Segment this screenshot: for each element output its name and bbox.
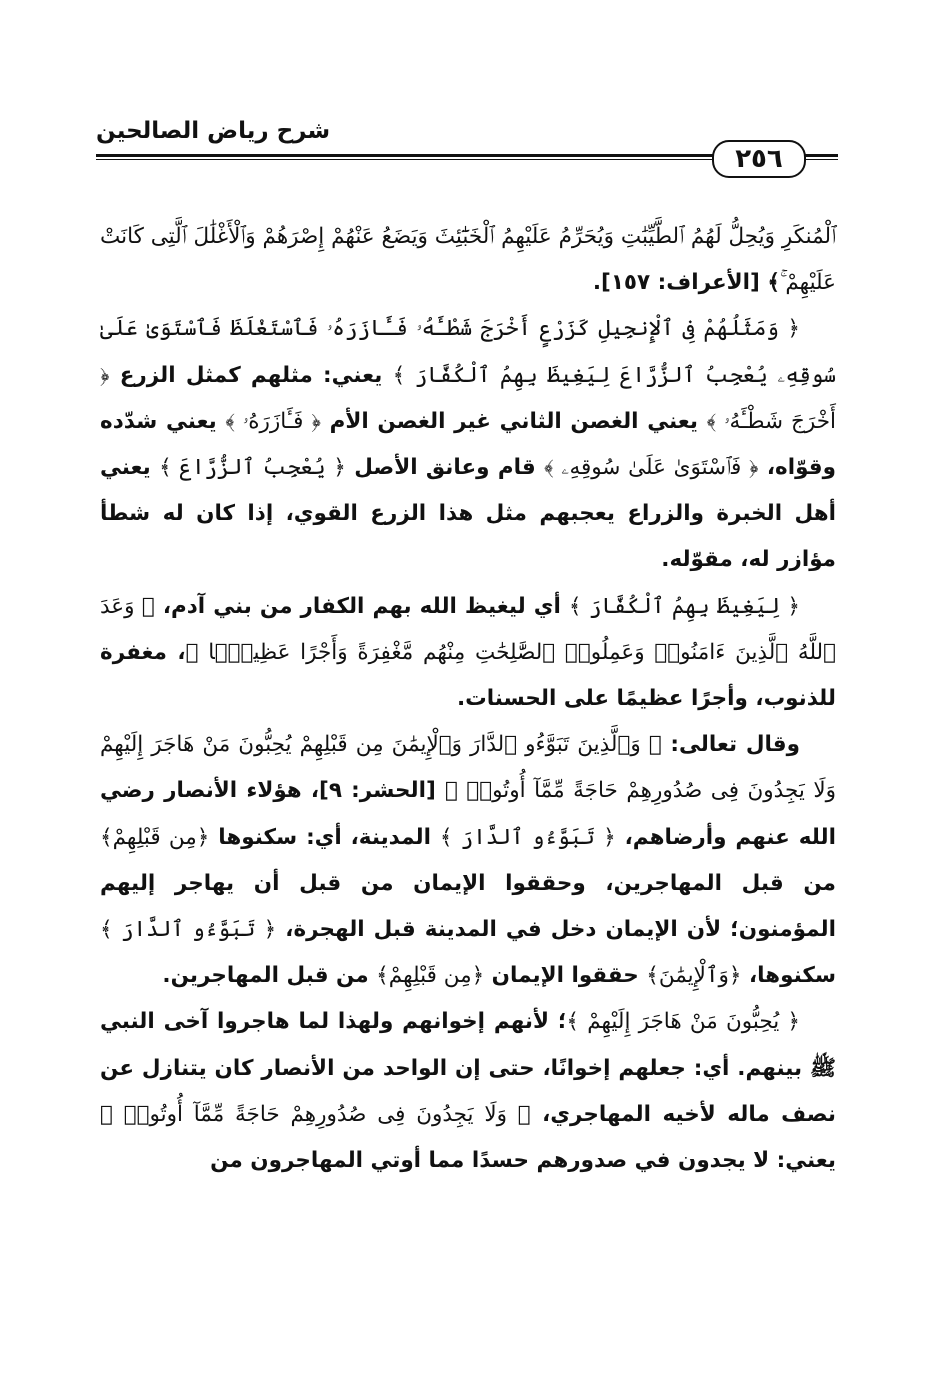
commentary-text: ؛ لأنهم إخوانهم ولهذا لما هاجروا آخى النبي ﷺ بينهم. أي: جعلهم إخوانًا، حتى إن الواحد من الأنصار كان يتنازل عن نصف ماله لأخيه المهاجري، (100, 1009, 837, 1127)
paragraph-4 (100, 722, 836, 999)
quran-verse: ﴿مِن قَبْلِهِمْ﴾ (100, 824, 210, 850)
commentary-text: المدينة، أي: سكنوها (209, 824, 440, 850)
commentary-text: سكنوها، (741, 963, 836, 989)
commentary-text: يعني: مثلهم كمثل الزرع (109, 362, 393, 388)
quran-verse: ﴿ تَبَوَّءُو ٱلدَّارَ ﴾ (100, 917, 277, 943)
paragraph-3 (100, 584, 836, 723)
paragraph-2 (100, 306, 836, 583)
body-text (100, 214, 836, 1184)
quran-verse: ﴿ وَٱلَّذِينَ تَبَوَّءُو ٱلدَّارَ وَٱلْإِيمَٰنَ مِن قَبْلِهِمْ يُحِبُّونَ مَنْ هَاجَرَ إِلَيْهِمْ وَلَا يَجِدُونَ فِى صُدُورِهِمْ حَاجَةً مِّمَّآ أُوتُوا۟ ﴾ (100, 732, 836, 804)
quran-verse: ﴿ يُحِبُّونَ مَنْ هَاجَرَ إِلَيْهِمْ ﴾ (566, 1009, 800, 1035)
paragraph-5 (100, 999, 836, 1184)
commentary-text: يعني شدّده وقوّاه، (100, 408, 836, 481)
quran-verse: ﴿ وَلَا يَجِدُونَ فِى صُدُورِهِمْ حَاجَةً مِّمَّآ أُوتُوا۟ ﴾ (100, 1101, 531, 1127)
quran-verse: ﴿وَٱلْإِيمَٰنَ﴾ (646, 963, 742, 989)
verse-reference: ﴾ [الأعراف: ١٥٧]. (592, 270, 780, 296)
commentary-text: وقال تعالى: (661, 732, 800, 758)
quran-verse: ﴿ فَـَٔازَرَهُۥ ﴾ (225, 408, 321, 434)
commentary-text: يعني: لا يجدون في صدورهم حسدًا مما أوتي المهاجرون من (210, 1148, 836, 1174)
commentary-text: قام وعانق الأصل (345, 455, 545, 481)
commentary-text: يعني أهل الخبرة والزراع يعجبهم مثل هذا الزرع القوي، إذا كان له شطأ مؤازر له، مقوّله. (100, 455, 836, 573)
commentary-text: أي ليغيظ الله بهم الكفار من بني آدم، (154, 593, 569, 619)
commentary-text: من قبل المهاجرين. (162, 963, 377, 989)
running-header-title: شرح رياض الصالحين (96, 118, 331, 144)
commentary-text: من قبل المهاجرين، وحققوا الإيمان من قبل أن يهاجر إليهم المؤمنون؛ لأن الإيمان دخل في المدينة قبل الهجرة، (100, 870, 836, 943)
quran-verse: ﴿ يُعْجِبُ ٱلزُّرَّاعَ ﴾ (159, 455, 346, 481)
commentary-text: يعني الغصن الثاني غير الغصن الأم (320, 408, 707, 434)
commentary-text: ، مغفرة للذنوب، وأجرًا عظيمًا على الحسنات. (100, 639, 836, 712)
commentary-text: حققوا الإيمان (484, 963, 647, 989)
quran-verse: ﴿ وَعَدَ ٱللَّهُ ٱلَّذِينَ ءَامَنُوا۟ وَعَمِلُوا۟ ٱلصَّٰلِحَٰتِ مِنْهُم مَّغْفِرَةً وَأَجْرًا عَظِيمًۢا ﴾ (100, 593, 837, 665)
paragraph-1 (100, 214, 836, 306)
quran-verse: ٱلْمُنكَرِ وَيُحِلُّ لَهُمُ ٱلطَّيِّبَٰتِ وَيُحَرِّمُ عَلَيْهِمُ ٱلْخَبَٰٓئِثَ وَيَضَعُ عَنْهُمْ إِصْرَهُمْ وَٱلْأَغْلَٰلَ ٱلَّتِى كَانَتْ عَلَيْهِمْ ۚ (100, 224, 836, 296)
quran-verse: ﴿مِن قَبْلِهِمْ﴾ (376, 963, 485, 989)
quran-verse: ﴿ فَٱسْتَوَىٰ عَلَىٰ سُوقِهِۦ ﴾ (544, 455, 759, 481)
quran-verse: ﴿ لِيَغِيظَ بِهِمُ ٱلْكُفَّارَ ﴾ (568, 593, 800, 619)
quran-verse: ﴿ أَخْرَجَ شَطْـَٔهُۥ ﴾ (100, 362, 836, 434)
page-number: ٢٥٦ (712, 140, 806, 178)
quran-verse: ﴿ تَبَوَّءُو ٱلدَّارَ ﴾ (439, 824, 616, 850)
quran-verse: ﴿ وَمَثَلُهُمْ فِى ٱلْإِنجِيلِ كَزَرْعٍ أَخْرَجَ شَطْـَٔهُۥ فَـَٔازَرَهُۥ فَٱسْتَغْلَظَ فَٱسْتَوَىٰ عَلَىٰ سُوقِهِۦ يُعْجِبُ ٱلزُّرَّاعَ لِيَغِيظَ بِهِمُ ٱلْكُفَّارَ ﴾ (100, 316, 836, 388)
commentary-text: [الحشر: ٩]، هؤلاء الأنصار رضي الله عنهم وأرضاهم، (100, 778, 836, 850)
